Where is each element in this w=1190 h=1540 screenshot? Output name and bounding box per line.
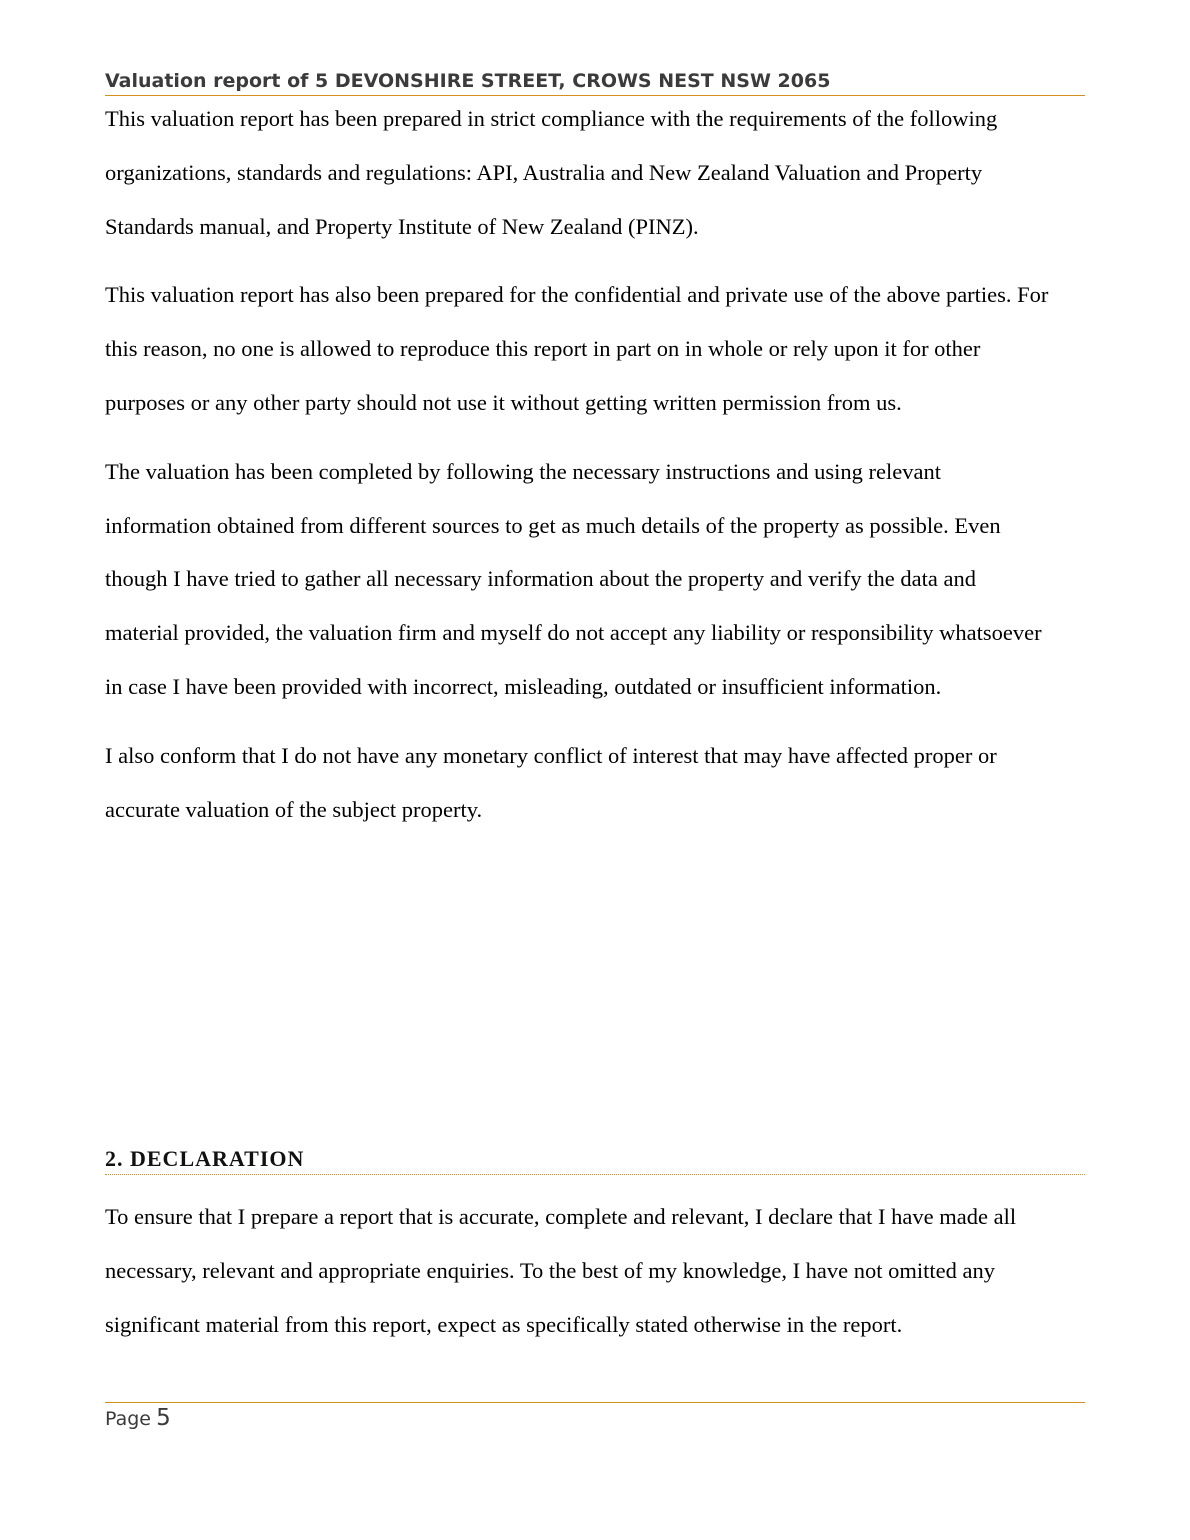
document-page [105, 0, 1085, 1540]
text-line: significant material from this report, expect as specifically stated otherwise in the report. [105, 1311, 903, 1337]
paragraph-conflict-of-interest [105, 729, 1095, 837]
paragraph-declaration [105, 1190, 1095, 1351]
text-line: though I have tried to gather all necessary information about the property and verify the data and [105, 566, 976, 592]
body-section [105, 92, 1095, 851]
text-line: organizations, standards and regulations: API, Australia and New Zealand Valuation and Property [105, 159, 983, 185]
section-heading-declaration [105, 1144, 1085, 1175]
text-line: material provided, the valuation firm and myself do not accept any liability or responsibility whatsoever [105, 620, 1042, 646]
text-line: To ensure that I prepare a report that is accurate, complete and relevant, I declare that I have made all [105, 1204, 1017, 1229]
page-label: Page [105, 1408, 151, 1430]
declaration-section [105, 1190, 1095, 1351]
text-line: accurate valuation of the subject property. [105, 796, 483, 822]
page-footer [105, 1402, 1085, 1431]
heading-text: 2. DECLARATION [105, 1146, 305, 1171]
page-number: 5 [156, 1405, 171, 1431]
text-line: necessary, relevant and appropriate enquiries. To the best of my knowledge, I have not omitted any [105, 1257, 996, 1283]
paragraph-compliance [105, 92, 1095, 253]
text-line: information obtained from different sources to get as much details of the property as possible. Even [105, 512, 1001, 538]
text-line: This valuation report has also been prepared for the confidential and private use of the above parties. For [105, 282, 1049, 308]
paragraph-confidentiality [105, 268, 1095, 429]
text-line: in case I have been provided with incorrect, misleading, outdated or insufficient information. [105, 673, 942, 699]
text-line: I also conform that I do not have any monetary conflict of interest that may have affected proper or [105, 742, 997, 768]
text-line: The valuation has been completed by following the necessary instructions and using relevant [105, 458, 942, 484]
text-line: purposes or any other party should not use it without getting written permission from us. [105, 389, 902, 415]
text-line: This valuation report has been prepared in strict compliance with the requirements of the following [105, 106, 998, 131]
paragraph-liability [105, 445, 1095, 714]
header-title: Valuation report of 5 DEVONSHIRE STREET, CROWS NEST NSW 2065 [105, 70, 831, 92]
text-line: this reason, no one is allowed to reproduce this report in part on in whole or rely upon it for other [105, 336, 981, 362]
text-line: Standards manual, and Property Institute of New Zealand (PINZ). [105, 213, 699, 239]
